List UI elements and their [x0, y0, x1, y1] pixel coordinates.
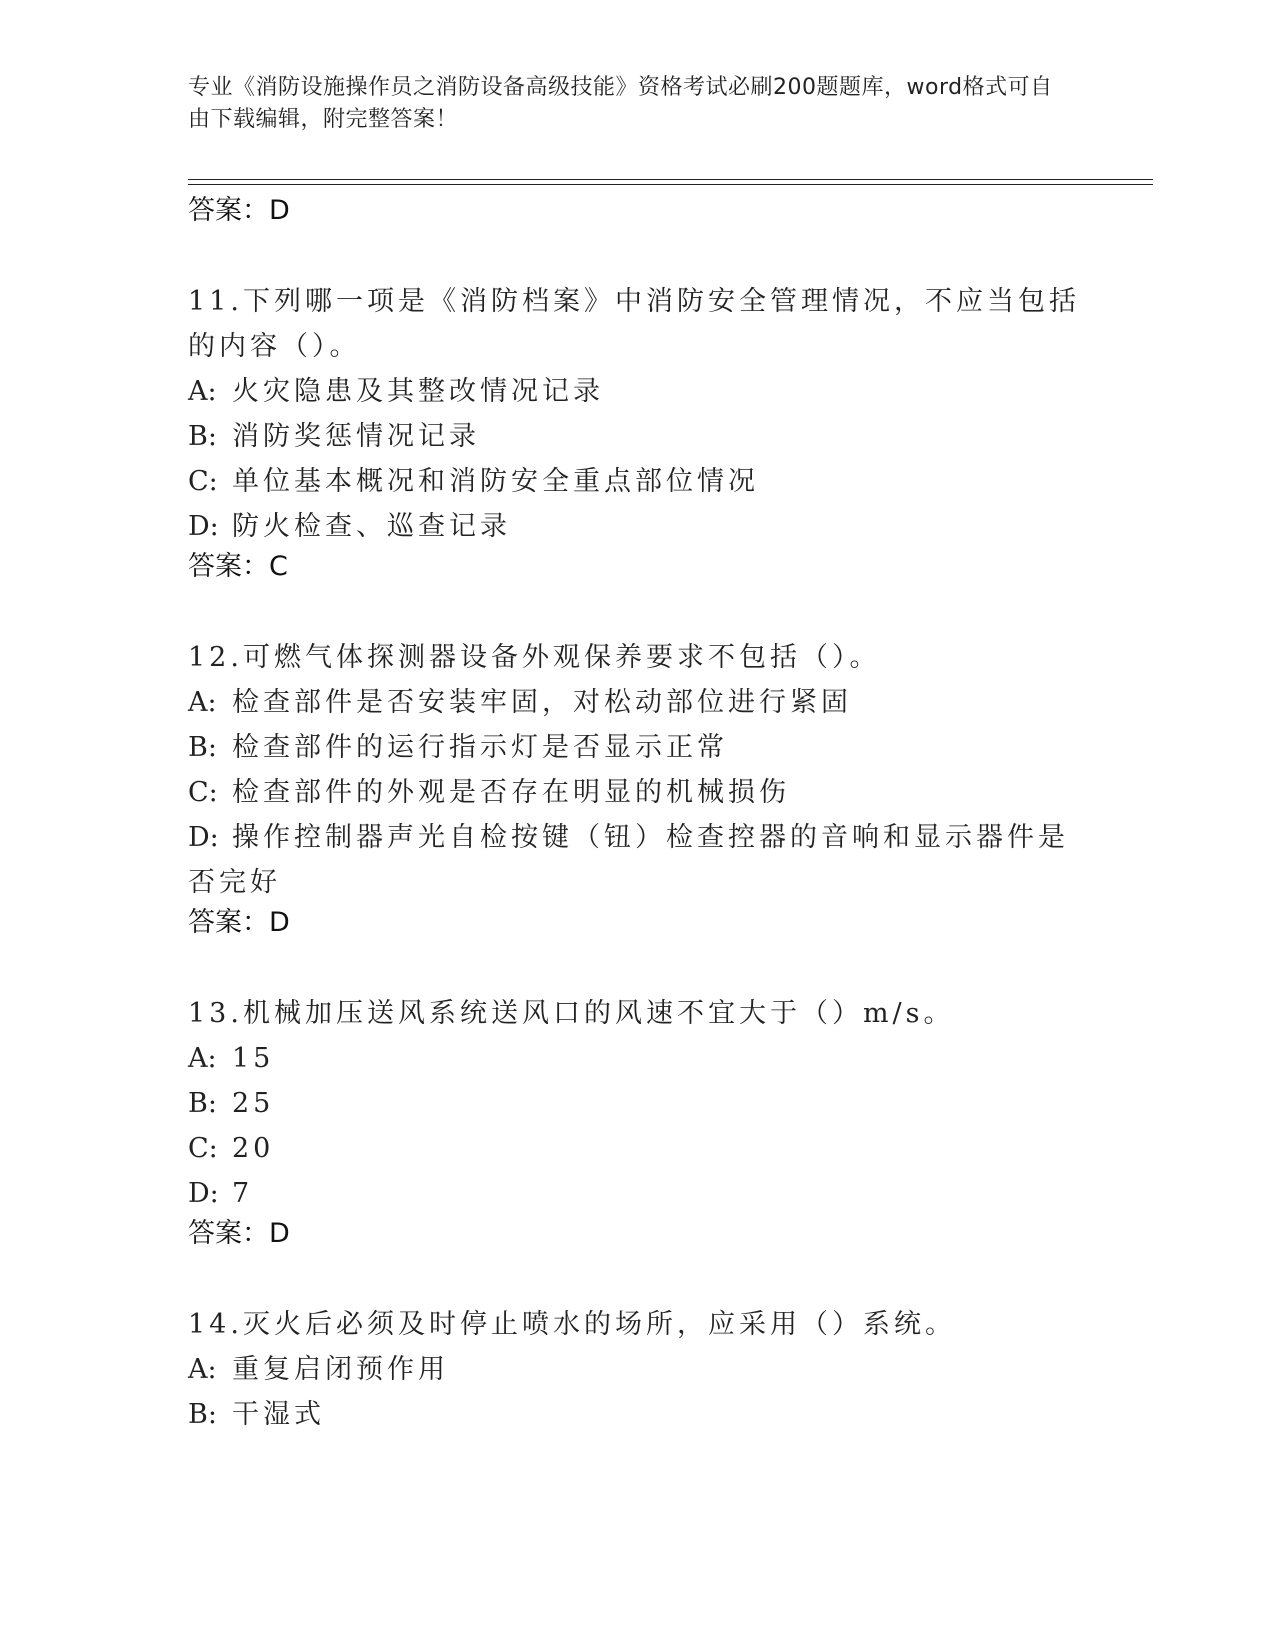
option-key: B:	[188, 732, 217, 763]
question-14	[188, 1302, 1088, 1437]
answer-label: 答案：	[188, 1218, 269, 1249]
option-b	[188, 725, 1088, 770]
option-text: 操作控制器声光自检按键（钮）检查控器的音响和显示器件是否完好	[188, 822, 1069, 898]
option-text: 25	[232, 1088, 275, 1119]
question-text	[188, 991, 1088, 1036]
option-text: 15	[232, 1043, 275, 1074]
option-text: 消防奖惩情况记录	[232, 421, 480, 452]
option-text: 火灾隐患及其整改情况记录	[232, 376, 604, 407]
option-text: 防火检查、巡查记录	[232, 511, 511, 542]
option-key: B:	[188, 1399, 217, 1430]
option-a	[188, 369, 1088, 414]
question-11	[188, 279, 1088, 585]
answer-value: D	[269, 1218, 290, 1249]
option-key: D:	[188, 822, 219, 853]
option-key: B:	[188, 1088, 217, 1119]
option-c	[188, 1126, 1088, 1171]
question-number: 14.	[188, 1309, 243, 1340]
option-b	[188, 414, 1088, 459]
option-text: 20	[232, 1133, 275, 1164]
option-text: 检查部件是否安装牢固，对松动部位进行紧固	[232, 687, 852, 718]
option-c	[188, 770, 1088, 815]
question-stem: 灭火后必须及时停止喷水的场所，应采用（）系统。	[242, 1309, 956, 1340]
option-d	[188, 1171, 1088, 1216]
option-key: A:	[188, 1043, 217, 1074]
question-number: 13.	[188, 998, 243, 1029]
document-title: 专业《消防设施操作员之消防设备高级技能》资格考试必刷200题题库，word格式可自由下载编辑，附完整答案！	[188, 75, 1053, 132]
question-number: 12.	[188, 642, 243, 673]
question-13	[188, 991, 1088, 1252]
question-stem: 机械加压送风系统送风口的风速不宜大于（）m/s。	[242, 998, 955, 1029]
answer-value: D	[269, 195, 290, 226]
option-key: D:	[188, 1178, 219, 1209]
option-b	[188, 1081, 1088, 1126]
question-list	[188, 193, 1088, 1437]
option-key: D:	[188, 511, 219, 542]
question-stem: 下列哪一项是《消防档案》中消防安全管理情况，不应当包括的内容（）。	[188, 286, 1080, 362]
option-key: A:	[188, 1354, 217, 1385]
option-a	[188, 1347, 1088, 1392]
option-a	[188, 1036, 1088, 1081]
option-text: 干湿式	[232, 1399, 325, 1430]
option-text: 重复启闭预作用	[232, 1354, 449, 1385]
option-text: 检查部件的外观是否存在明显的机械损伤	[232, 777, 790, 808]
option-text: 7	[232, 1178, 254, 1209]
answer-line	[188, 1216, 1088, 1252]
question-number: 11.	[188, 286, 243, 317]
option-d	[188, 504, 1088, 549]
answer-line	[188, 193, 1088, 229]
answer-value: D	[269, 907, 290, 938]
option-key: A:	[188, 687, 217, 718]
option-d	[188, 815, 1088, 905]
option-c	[188, 459, 1088, 504]
option-key: A:	[188, 376, 217, 407]
question-12	[188, 635, 1088, 941]
option-key: B:	[188, 421, 217, 452]
question-stem: 可燃气体探测器设备外观保养要求不包括（）。	[242, 642, 881, 673]
answer-line	[188, 549, 1088, 585]
question-text	[188, 279, 1088, 369]
question-text	[188, 1302, 1088, 1347]
option-key: C:	[188, 466, 218, 497]
option-key: C:	[188, 1133, 218, 1164]
header-divider-bottom	[188, 184, 1153, 185]
answer-label: 答案：	[188, 551, 269, 582]
option-text: 单位基本概况和消防安全重点部位情况	[232, 466, 759, 497]
option-a	[188, 680, 1088, 725]
document-header	[188, 72, 1068, 136]
answer-value: C	[269, 551, 288, 582]
question-text	[188, 635, 1088, 680]
header-divider-top	[188, 179, 1153, 180]
option-b	[188, 1392, 1088, 1437]
option-text: 检查部件的运行指示灯是否显示正常	[232, 732, 728, 763]
answer-line	[188, 905, 1088, 941]
option-key: C:	[188, 777, 218, 808]
answer-label: 答案：	[188, 195, 269, 226]
answer-label: 答案：	[188, 907, 269, 938]
